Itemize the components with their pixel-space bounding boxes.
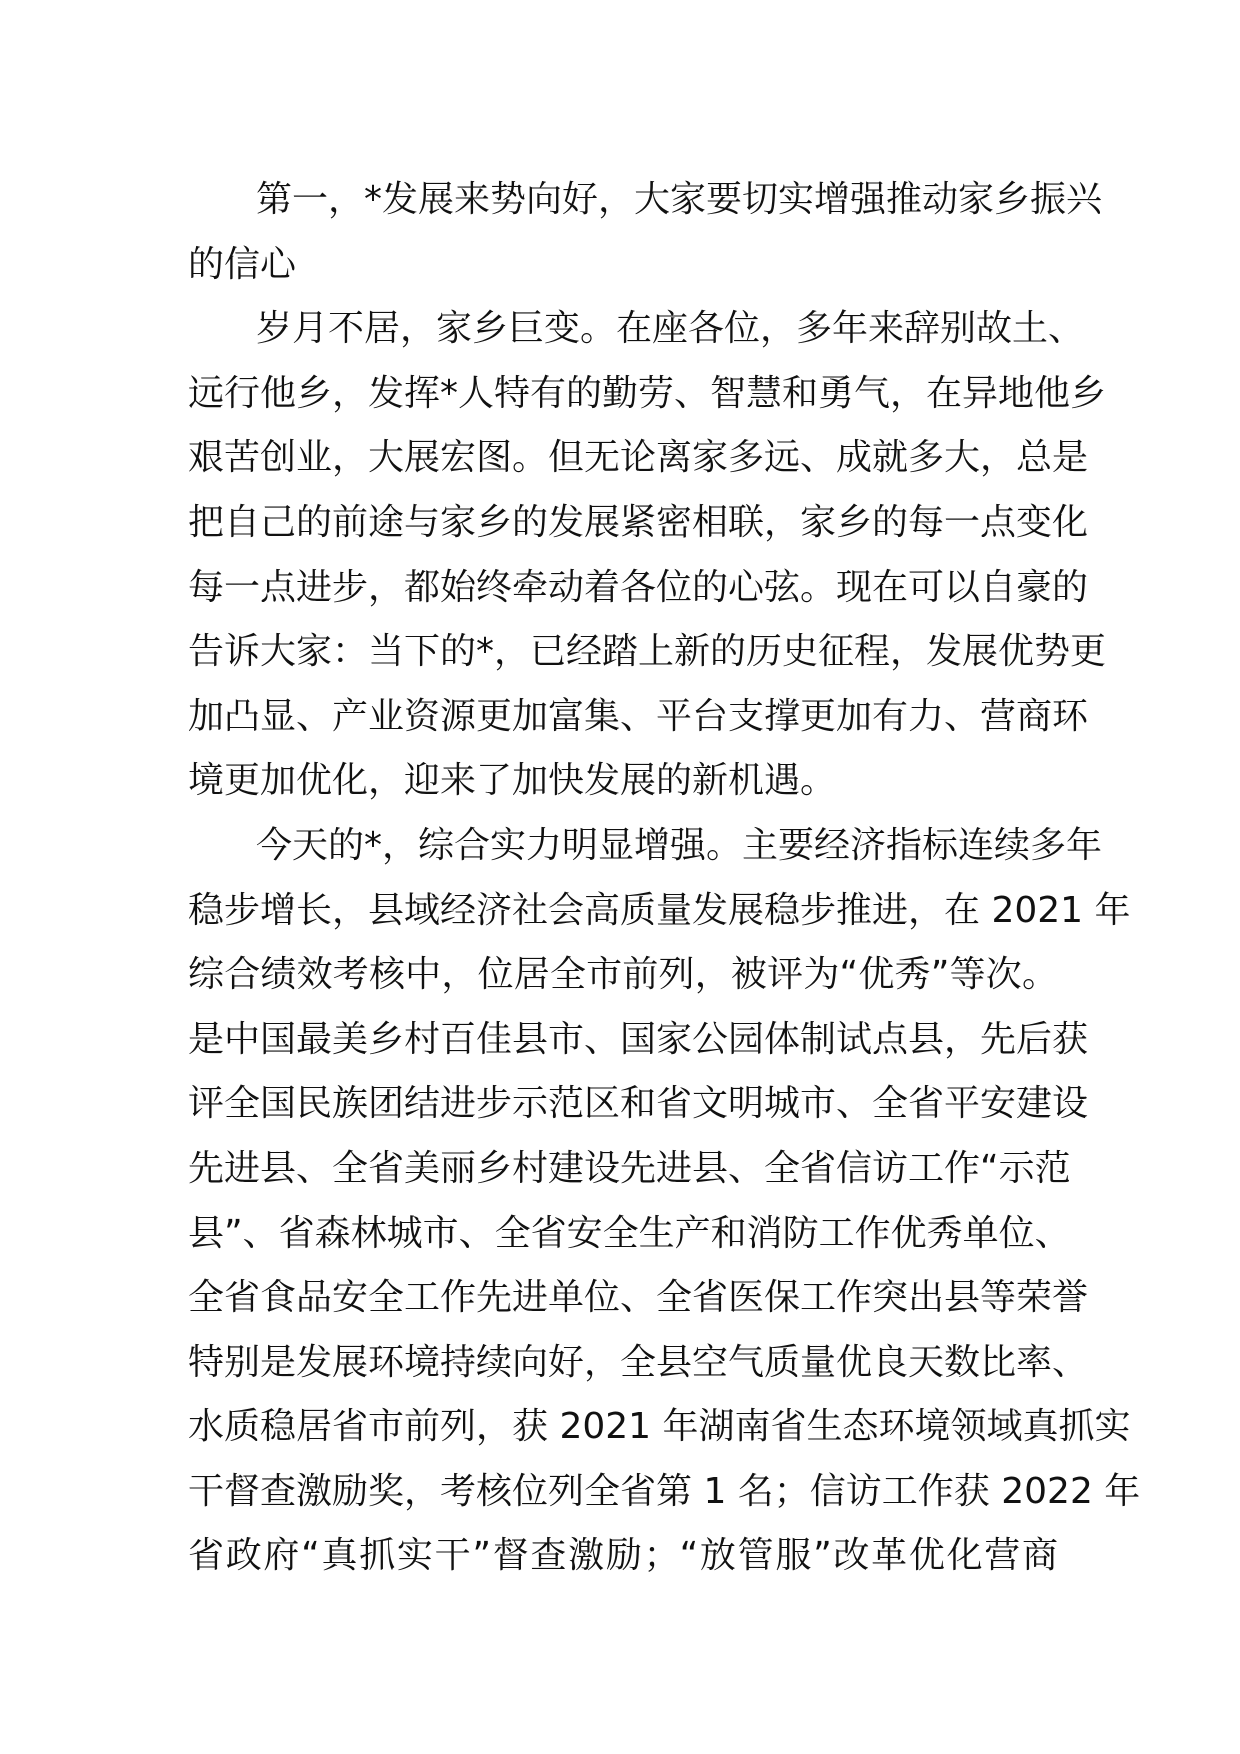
- text-line: 的信心: [188, 243, 297, 285]
- text-line: 省政府“真抓实干”督查激励；“放管服”改革优化营商: [188, 1535, 1058, 1577]
- text-line: 加凸显、产业资源更加富集、平台支撑更加有力、营商环: [188, 695, 1089, 737]
- text-line: 第一，*发展来势向好，大家要切实增强推动家乡振兴: [256, 179, 1103, 220]
- text-line: 稳步增长，县域经济社会高质量发展稳步推进，在 2021 年: [188, 889, 1131, 931]
- text-line: 把自己的前途与家乡的发展紧密相联，家乡的每一点变化: [188, 501, 1089, 543]
- body-text: [188, 168, 1141, 1589]
- text-line: 境更加优化，迎来了加快发展的新机遇。: [188, 760, 837, 802]
- text-line: 远行他乡，发挥*人特有的勤劳、智慧和勇气，在异地他乡: [188, 372, 1107, 414]
- text-line: 是中国最美乡村百佳县市、国家公园体制试点县，先后获: [188, 1018, 1089, 1060]
- text-line: 评全国民族团结进步示范区和省文明城市、全省平安建设: [188, 1083, 1089, 1125]
- text-line: 艰苦创业，大展宏图。但无论离家多远、成就多大，总是: [188, 437, 1089, 479]
- text-line: 今天的*，综合实力明显增强。主要经济指标连续多年: [256, 824, 1103, 866]
- text-line: 综合绩效考核中，位居全市前列，被评为“优秀”等次。: [188, 954, 1058, 996]
- text-line: 每一点进步，都始终牵动着各位的心弦。现在可以自豪的: [188, 566, 1089, 608]
- text-line: 干督查激励奖，考核位列全省第 1 名；信访工作获 2022 年: [188, 1470, 1141, 1512]
- text-line: 水质稳居省市前列，获 2021 年湖南省生态环境领域真抓实: [188, 1406, 1131, 1448]
- text-line: 特别是发展环境持续向好，全县空气质量优良天数比率、: [188, 1341, 1089, 1383]
- text-line: 先进县、全省美丽乡村建设先进县、全省信访工作“示范: [188, 1147, 1071, 1189]
- text-line: 告诉大家：当下的*，已经踏上新的历史征程，发展优势更: [188, 631, 1107, 673]
- text-line: 全省食品安全工作先进单位、全省医保工作突出县等荣誉: [188, 1277, 1089, 1319]
- text-line: 县”、省森林城市、全省安全生产和消防工作优秀单位、: [188, 1212, 1071, 1254]
- text-line: 岁月不居，家乡巨变。在座各位，多年来辞别故土、: [256, 308, 1085, 350]
